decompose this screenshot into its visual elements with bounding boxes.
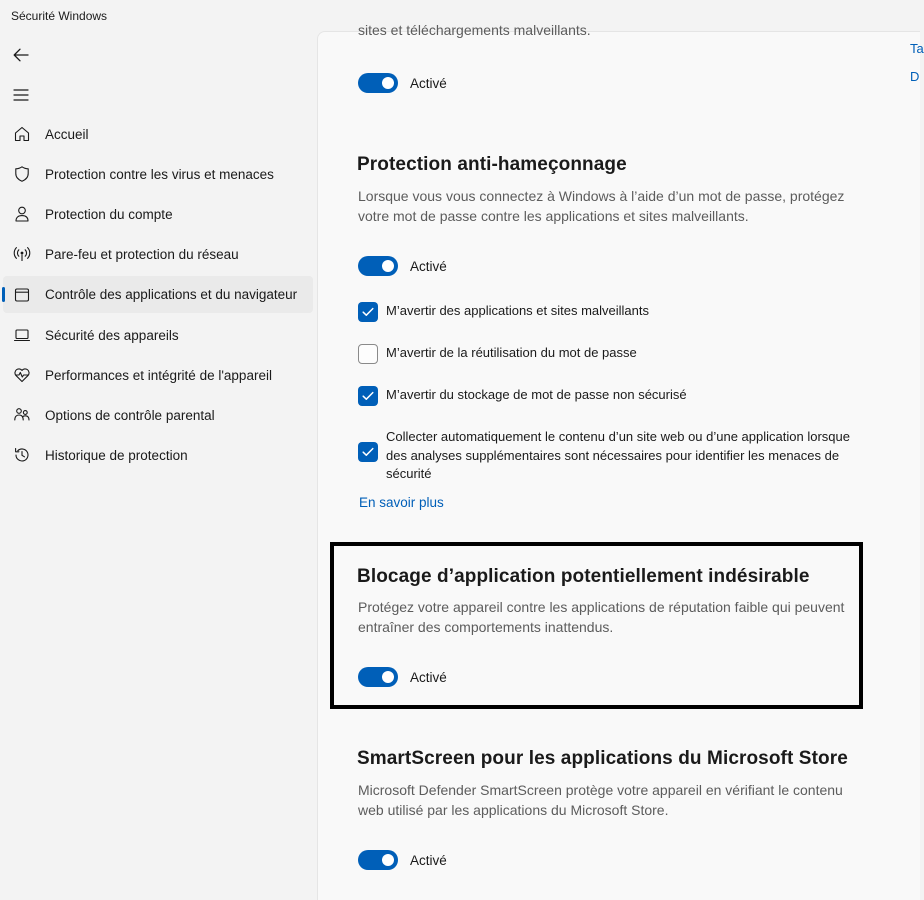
sidebar-item-label: Protection du compte [45, 206, 173, 222]
phishing-option-row [358, 428, 858, 484]
family-icon [13, 406, 31, 424]
sidebar [0, 116, 316, 477]
hamburger-menu-icon [13, 88, 29, 102]
sidebar-item-device-performance[interactable] [3, 357, 313, 393]
sidebar-item-account-protection[interactable] [3, 196, 313, 232]
sidebar-item-protection-history[interactable] [3, 437, 313, 473]
pua-blocking-description: Protégez votre appareil contre les applications de réputation faible qui peuvent entraîner des comportements inattendus. [358, 599, 845, 635]
phishing-option-row [358, 386, 858, 406]
toggle-state-label: Activé [410, 669, 447, 685]
phishing-toggle-row [358, 256, 447, 276]
checkmark-icon [362, 447, 374, 457]
person-icon [13, 205, 31, 223]
back-arrow-icon [13, 48, 29, 62]
learn-more-link[interactable]: En savoir plus [359, 495, 444, 510]
toggle-knob [382, 77, 394, 89]
sidebar-item-label: Accueil [45, 126, 89, 142]
sidebar-item-device-security[interactable] [3, 317, 313, 353]
toggle-state-label: Activé [410, 75, 447, 91]
warn-unsafe-password-storage-checkbox[interactable] [358, 386, 378, 406]
previous-section-toggle-row [358, 73, 447, 93]
window-title: Sécurité Windows [11, 9, 108, 23]
sidebar-item-virus-protection[interactable] [3, 156, 313, 192]
previous-section-description: sites et téléchargements malveillants. [358, 22, 591, 38]
shield-icon [13, 165, 31, 183]
sidebar-item-label: Sécurité des appareils [45, 327, 179, 343]
selected-indicator [2, 287, 5, 302]
sidebar-item-label: Contrôle des applications et du navigateur [45, 286, 298, 302]
related-link[interactable]: Ta [910, 41, 924, 56]
phishing-protection-toggle[interactable] [358, 256, 398, 276]
back-button[interactable] [6, 40, 36, 70]
highlight-box [330, 542, 863, 709]
smartscreen-toggle-row [358, 850, 447, 870]
sidebar-item-app-browser-control[interactable] [3, 276, 313, 313]
warn-password-reuse-checkbox[interactable] [358, 344, 378, 364]
wireless-icon [13, 245, 31, 263]
history-icon [13, 446, 31, 464]
sidebar-item-label: Options de contrôle parental [45, 407, 215, 423]
heart-pulse-icon [13, 366, 31, 384]
toggle-state-label: Activé [410, 852, 447, 868]
checkmark-icon [362, 307, 374, 317]
checkmark-icon [362, 391, 374, 401]
sidebar-item-label: Pare-feu et protection du réseau [45, 246, 239, 262]
related-link[interactable]: D [910, 69, 920, 84]
checkbox-label: M’avertir des applications et sites malveillants [386, 303, 649, 318]
pua-blocking-title: Blocage d’application potentiellement indésirable [357, 566, 810, 587]
main-content [317, 22, 924, 900]
app-window-icon [13, 286, 31, 304]
smartscreen-store-toggle[interactable] [358, 850, 398, 870]
checkbox-label: M’avertir du stockage de mot de passe non sécurisé [386, 387, 687, 402]
sidebar-item-parental-options[interactable] [3, 397, 313, 433]
toggle-knob [382, 260, 394, 272]
toggle-knob [382, 854, 394, 866]
sidebar-item-firewall[interactable] [3, 236, 313, 272]
toggle-state-label: Activé [410, 258, 447, 274]
sidebar-item-label: Historique de protection [45, 447, 188, 463]
phishing-option-row [358, 302, 858, 322]
menu-button[interactable] [6, 80, 36, 110]
phishing-option-row [358, 344, 858, 364]
collect-content-checkbox[interactable] [358, 442, 378, 462]
checkbox-label: M’avertir de la réutilisation du mot de passe [386, 345, 637, 360]
phishing-protection-title: Protection anti-hameçonnage [357, 154, 627, 175]
sidebar-item-home[interactable] [3, 116, 313, 152]
checkbox-label: Collecter automatiquement le contenu d’un site web ou d’une application lorsque des analyses supplémentaires sont nécessaires pour identifier les menaces de sécurité [386, 429, 850, 481]
smartscreen-store-description: Microsoft Defender SmartScreen protège votre appareil en vérifiant le contenu web utilisé par les applications du Microsoft Store. [358, 782, 843, 818]
phishing-protection-description: Lorsque vous vous connectez à Windows à l’aide d’un mot de passe, protégez votre mot de passe contre les applications et sites malveillants. [358, 188, 845, 224]
home-icon [13, 125, 31, 143]
sidebar-item-label: Performances et intégrité de l'appareil [45, 367, 272, 383]
smartscreen-store-title: SmartScreen pour les applications du Microsoft Store [357, 748, 848, 769]
previous-section-toggle[interactable] [358, 73, 398, 93]
sidebar-item-label: Protection contre les virus et menaces [45, 166, 274, 182]
laptop-icon [13, 326, 31, 344]
warn-malicious-apps-checkbox[interactable] [358, 302, 378, 322]
